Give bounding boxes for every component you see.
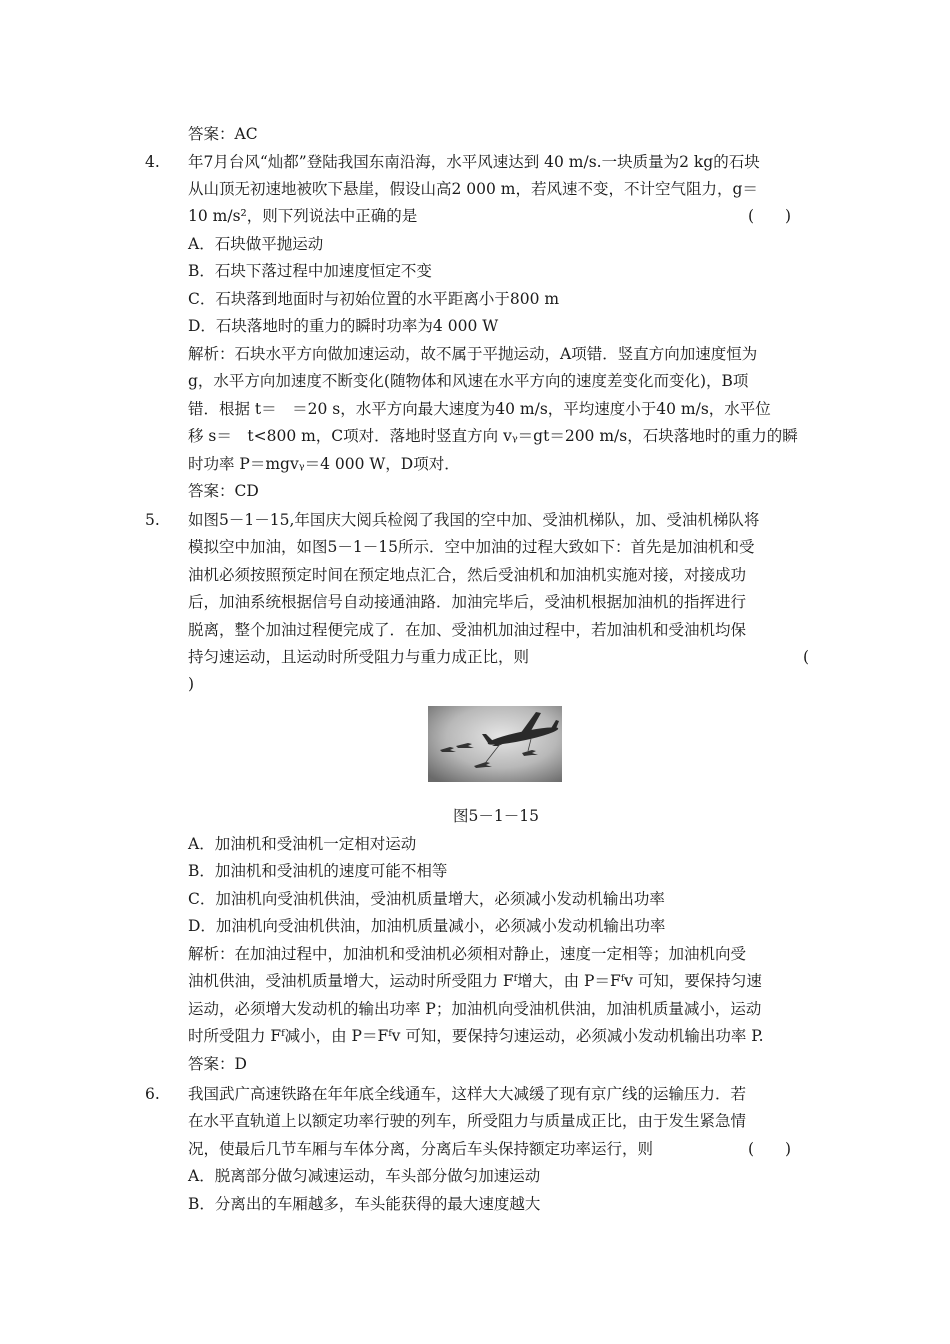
q6-option-b: B．分离出的车厢越多，车头能获得的最大速度越大 — [188, 1195, 541, 1213]
q5-stem-line2: 模拟空中加油，如图5－1－15所示．空中加油的过程大致如下：首先是加油机和受 — [188, 538, 755, 556]
q5-stem-line1: 如图5－1－15,年国庆大阅兵检阅了我国的空中加、受油机梯队，加、受油机梯队将 — [188, 511, 760, 529]
q5-answer: 答案：D — [188, 1055, 247, 1073]
q4-analysis-line2: g，水平方向加速度不断变化(随物体和风速在水平方向的速度差变化而变化)，B项 — [188, 372, 749, 390]
q6-answer-paren: ( ) — [748, 1140, 792, 1158]
q6-number: 6. — [145, 1085, 160, 1103]
aerial-refueling-photo — [428, 706, 562, 782]
q6-stem-line3: 况，使最后几节车厢与车体分离，分离后车头保持额定功率运行，则 — [188, 1140, 654, 1158]
q4-analysis-line1: 解析：石块水平方向做加速运动，故不属于平抛运动，A项错．竖直方向加速度恒为 — [188, 345, 758, 363]
q5-paren-open: ( — [803, 648, 810, 666]
aerial-refueling-image — [428, 706, 562, 782]
q4-analysis-line4: 移 s＝ t<800 m，C项对．落地时竖直方向 vᵧ＝gt＝200 m/s，石块落地时的重力的瞬 — [188, 427, 798, 445]
q5-option-d: D．加油机向受油机供油，加油机质量减小，必须减小发动机输出功率 — [188, 917, 666, 935]
q5-option-c: C．加油机向受油机供油，受油机质量增大，必须减小发动机输出功率 — [188, 890, 665, 908]
q4-answer-paren: ( ) — [748, 207, 792, 225]
q4-stem-line3: 10 m/s²，则下列说法中正确的是 — [188, 207, 418, 225]
q6-option-a: A．脱离部分做匀减速运动，车头部分做匀加速运动 — [188, 1167, 541, 1185]
q4-stem-line1: 年7月台风“灿都”登陆我国东南沿海，水平风速达到 40 m/s.一块质量为2 kg的石块 — [188, 153, 760, 171]
q4-option-a: A．石块做平抛运动 — [188, 235, 324, 253]
q5-paren-close: ) — [188, 675, 195, 693]
q4-analysis-line3: 错．根据 t＝ ＝20 s，水平方向最大速度为40 m/s，平均速度小于40 m/s，水平位 — [188, 400, 771, 418]
q4-option-d: D．石块落地时的重力的瞬时功率为4 000 W — [188, 317, 499, 335]
q5-analysis-line4: 时所受阻力 Fᶠ减小，由 P＝Fᶠv 可知，要保持匀速运动，必须减小发动机输出功率 P. — [188, 1027, 764, 1045]
q5-stem-line4: 后，加油系统根据信号自动接通油路．加油完毕后，受油机根据加油机的指挥进行 — [188, 593, 747, 611]
q5-option-a: A．加油机和受油机一定相对运动 — [188, 835, 417, 853]
q5-analysis-line1: 解析：在加油过程中，加油机和受油机必须相对静止，速度一定相等；加油机向受 — [188, 945, 747, 963]
figure-caption: 图5－1－15 — [453, 807, 539, 825]
q4-analysis-line5: 时功率 P＝mgvᵧ＝4 000 W，D项对． — [188, 455, 460, 473]
q5-analysis-line3: 运动，必须增大发动机的输出功率 P；加油机向受油机供油，加油机质量减小，运动 — [188, 1000, 762, 1018]
q4-option-b: B．石块下落过程中加速度恒定不变 — [188, 262, 432, 280]
q3-answer: 答案：AC — [188, 125, 258, 143]
q5-option-b: B．加油机和受油机的速度可能不相等 — [188, 862, 448, 880]
q5-stem-line6: 持匀速运动，且运动时所受阻力与重力成正比，则 — [188, 648, 530, 666]
q4-stem-line2: 从山顶无初速地被吹下悬崖，假设山高2 000 m，若风速不变，不计空气阻力，g＝ — [188, 180, 758, 198]
q4-answer: 答案：CD — [188, 482, 259, 500]
q4-number: 4. — [145, 153, 160, 171]
q5-number: 5. — [145, 511, 160, 529]
q5-analysis-line2: 油机供油，受油机质量增大，运动时所受阻力 Fᶠ增大，由 P＝Fᶠv 可知，要保持匀速 — [188, 972, 762, 990]
q4-option-c: C．石块落到地面时与初始位置的水平距离小于800 m — [188, 290, 560, 308]
q6-stem-line2: 在水平直轨道上以额定功率行驶的列车，所受阻力与质量成正比，由于发生紧急情 — [188, 1112, 747, 1130]
q5-stem-line3: 油机必须按照预定时间在预定地点汇合，然后受油机和加油机实施对接，对接成功 — [188, 566, 747, 584]
q5-stem-line5: 脱离，整个加油过程便完成了．在加、受油机加油过程中，若加油机和受油机均保 — [188, 621, 747, 639]
q6-stem-line1: 我国武广高速铁路在年年底全线通车，这样大大减缓了现有京广线的运输压力．若 — [188, 1085, 747, 1103]
